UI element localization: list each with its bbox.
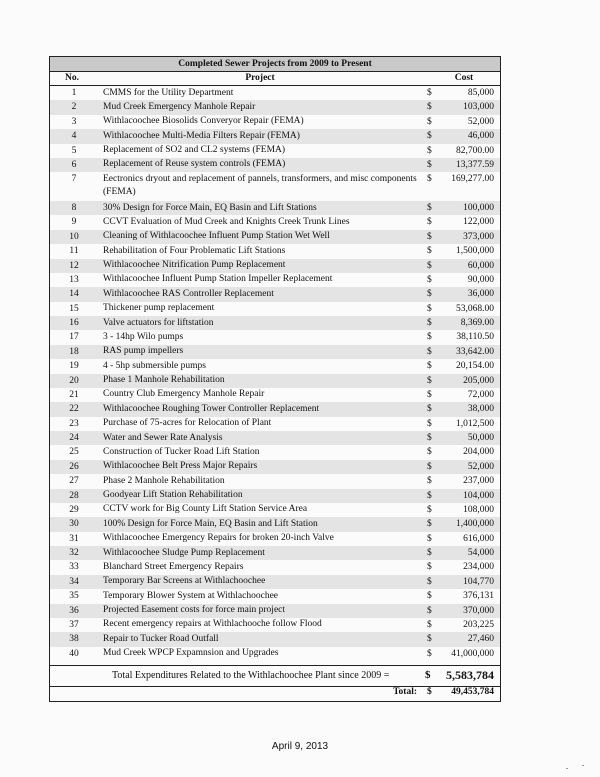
row-dollar: $: [427, 159, 432, 170]
table-row: [50, 560, 500, 574]
row-no: 9: [71, 217, 77, 228]
row-dollar: $: [427, 145, 432, 156]
row-dollar: $: [427, 634, 432, 645]
table-row: [50, 632, 500, 646]
row-no: 7: [71, 174, 77, 185]
table-row: [50, 618, 500, 632]
row-cost: 46,000: [467, 131, 494, 142]
row-project: Temporary Bar Screens at Withlachoochee: [103, 576, 266, 587]
row-no: 28: [69, 490, 79, 501]
row-no: 37: [69, 619, 79, 630]
row-project: 30% Design for Force Main, EQ Basin and Lift Stations: [103, 202, 317, 213]
scan-speck: [566, 768, 568, 769]
row-no: 36: [69, 605, 79, 616]
table-row: [50, 144, 500, 158]
row-project: Recent emergency repairs at Withlachooche follow Flood: [103, 619, 322, 630]
row-cost: 54,000: [467, 548, 494, 558]
row-cost: 53,068.00: [456, 303, 494, 314]
row-project: Withlacoochee Influent Pump Station Impeller Replacement: [103, 274, 333, 285]
row-no: 20: [69, 375, 79, 386]
row-cost: 8,369.00: [460, 318, 494, 328]
total-value: 49,453,784: [451, 687, 494, 697]
row-dollar: $: [427, 461, 432, 472]
row-no: 19: [69, 361, 79, 372]
row-dollar: $: [427, 116, 432, 127]
summary-dollar: $: [425, 669, 431, 681]
row-no: 34: [69, 576, 79, 587]
row-dollar: $: [427, 203, 432, 213]
row-cost: 20,154.00: [456, 361, 494, 372]
row-project: 3 - 14hp Wilo pumps: [103, 331, 184, 342]
table-row: [50, 345, 500, 359]
table-row: [50, 532, 500, 546]
row-cost: 103,000: [463, 102, 494, 113]
row-cost: 52,000: [467, 116, 494, 127]
table-row: [50, 359, 500, 373]
row-project: Phase 2 Manhole Rehabilitation: [103, 475, 225, 486]
row-no: 31: [69, 533, 79, 544]
row-project: RAS pump impellers: [103, 346, 184, 357]
row-no: 29: [69, 504, 79, 515]
table-row: [50, 100, 500, 114]
row-cost: 237,000: [463, 476, 494, 487]
row-project: Projected Easement costs for force main project: [103, 605, 286, 615]
projects-table: [49, 56, 501, 702]
row-no: 14: [69, 289, 79, 300]
row-dollar: $: [427, 332, 432, 343]
row-project: Withlacoochee Belt Press Major Repairs: [103, 461, 258, 472]
table-row: [50, 287, 500, 301]
table-row: [50, 489, 500, 503]
row-no: 40: [69, 648, 79, 659]
total-dollar: $: [427, 687, 432, 697]
row-dollar: $: [427, 174, 432, 185]
table-row: [50, 86, 500, 100]
row-cost: 169,277.00: [451, 174, 494, 185]
table-row: [50, 474, 500, 488]
row-no: 24: [69, 433, 79, 443]
row-dollar: $: [427, 533, 432, 544]
row-project: Eectronics dryout and replacement of pannels, transformers, and misc components (FEMA): [103, 173, 417, 198]
row-no: 33: [69, 562, 79, 573]
row-cost: 33,642.00: [456, 346, 494, 357]
table-row: [50, 431, 500, 445]
row-cost: 108,000: [463, 504, 494, 515]
row-no: 1: [71, 88, 77, 98]
row-no: 8: [71, 203, 77, 213]
row-cost: 50,000: [467, 433, 494, 443]
header-project: Project: [245, 73, 275, 83]
table-row: [50, 402, 500, 416]
row-dollar: $: [427, 476, 432, 487]
row-cost: 82,700.00: [456, 145, 494, 156]
row-dollar: $: [427, 318, 432, 328]
row-no: 17: [69, 332, 79, 343]
row-no: 38: [69, 634, 79, 645]
row-cost: 203,225: [463, 619, 494, 630]
row-dollar: $: [427, 433, 432, 443]
summary-value: 5,583,784: [446, 668, 494, 682]
row-dollar: $: [427, 504, 432, 515]
row-no: 4: [71, 131, 77, 142]
row-project: Blanchard Street Emergency Repairs: [103, 561, 244, 572]
row-cost: 205,000: [463, 375, 494, 386]
table-row: [50, 374, 500, 388]
row-cost: 72,000: [467, 389, 494, 400]
row-no: 23: [69, 418, 79, 429]
row-project: 100% Design for Force Main, EQ Basin and Lift Station: [103, 518, 318, 529]
row-dollar: $: [427, 576, 432, 587]
row-cost: 122,000: [463, 217, 494, 228]
table-row: [50, 273, 500, 287]
row-dollar: $: [427, 619, 432, 630]
row-project: Withlacoochee Nitrification Pump Replacement: [103, 260, 286, 270]
row-no: 21: [69, 389, 79, 400]
row-project: Construction of Tucker Road Lift Station: [103, 446, 260, 457]
row-cost: 38,000: [467, 404, 494, 415]
row-dollar: $: [427, 361, 432, 372]
row-project: CCTV work for Big County Lift Station Service Area: [103, 504, 308, 515]
table-row: [50, 129, 500, 143]
row-cost: 104,770: [463, 576, 494, 587]
table-row: [50, 316, 500, 330]
row-dollar: $: [427, 404, 432, 415]
table-row: [50, 115, 500, 129]
row-dollar: $: [427, 246, 432, 257]
row-project: Cleaning of Withlacoochee Influent Pump Station Wet Well: [103, 231, 330, 242]
row-dollar: $: [427, 418, 432, 429]
table-row: [50, 201, 500, 215]
row-dollar: $: [427, 260, 432, 271]
row-cost: 52,000: [467, 461, 494, 472]
row-project: Replacement of SO2 and CL2 systems (FEMA): [103, 145, 286, 155]
footer-date: April 9, 2013: [271, 741, 329, 752]
row-no: 3: [71, 116, 77, 127]
row-project: Thickener pump replacement: [103, 303, 215, 314]
table-row: [50, 604, 500, 618]
row-cost: 36,000: [467, 289, 494, 300]
row-no: 2: [71, 102, 77, 113]
row-cost: 104,000: [463, 490, 494, 501]
row-project: Repair to Tucker Road Outfall: [103, 633, 219, 644]
table-body: [50, 86, 500, 661]
table-row: [50, 546, 500, 560]
row-project: Mud Creek Emergency Manhole Repair: [103, 101, 256, 112]
row-no: 12: [69, 260, 79, 271]
row-dollar: $: [427, 88, 432, 98]
table-row: [50, 230, 500, 244]
row-dollar: $: [427, 648, 432, 659]
row-no: 30: [69, 519, 79, 530]
row-project: Replacement of Reuse system controls (FEMA): [103, 159, 286, 170]
row-cost: 234,000: [463, 562, 494, 573]
row-dollar: $: [427, 447, 432, 458]
table-row: [50, 158, 500, 172]
row-no: 11: [69, 246, 79, 257]
row-dollar: $: [427, 375, 432, 386]
row-cost: 376,131: [463, 591, 494, 602]
table-row: [50, 647, 500, 661]
table-row: [50, 388, 500, 402]
row-dollar: $: [427, 490, 432, 501]
row-project: Goodyear Lift Station Rehabilitation: [103, 490, 243, 500]
row-cost: 204,000: [463, 447, 494, 458]
row-dollar: $: [427, 591, 432, 602]
table-row: [50, 589, 500, 603]
row-cost: 41,000,000: [451, 648, 494, 659]
row-cost: 370,000: [463, 605, 494, 616]
row-no: 25: [69, 447, 79, 458]
row-project: Valve actuators for liftstation: [103, 317, 214, 328]
row-dollar: $: [427, 102, 432, 113]
row-dollar: $: [427, 346, 432, 357]
row-project: Withlacoochee RAS Controller Replacement: [103, 288, 274, 299]
row-no: 22: [69, 404, 79, 415]
row-project: Withlacoochee Emergency Repairs for broken 20-inch Valve: [103, 533, 334, 544]
table-row: [50, 244, 500, 258]
table-row: [50, 503, 500, 517]
row-project: Water and Sewer Rate Analysis: [103, 432, 223, 443]
row-cost: 1,500,000: [456, 246, 494, 257]
table-row: [50, 215, 500, 229]
table-title: Completed Sewer Projects from 2009 to Present: [50, 57, 500, 72]
table-row: [50, 302, 500, 316]
table-row: [50, 172, 500, 201]
row-no: 16: [69, 318, 79, 328]
row-no: 32: [69, 548, 79, 558]
total-row: [50, 685, 500, 699]
row-cost: 90,000: [467, 274, 494, 285]
row-dollar: $: [427, 519, 432, 530]
table-row: [50, 460, 500, 474]
table-row: [50, 517, 500, 531]
row-dollar: $: [427, 274, 432, 285]
table-row: [50, 445, 500, 459]
total-label: Total:: [393, 687, 417, 697]
row-no: 18: [69, 346, 79, 357]
row-project: Phase 1 Manhole Rehabilitation: [103, 375, 225, 385]
row-project: Country Club Emergency Manhole Repair: [103, 389, 265, 400]
row-cost: 13,377.59: [456, 159, 494, 170]
row-no: 15: [69, 303, 79, 314]
row-dollar: $: [427, 303, 432, 314]
row-dollar: $: [427, 389, 432, 400]
row-project: Mud Creek WPCP Expamnsion and Upgrades: [103, 648, 279, 659]
table-row: [50, 417, 500, 431]
row-project: Temporary Blower System at Withlachoochee: [103, 590, 279, 601]
row-cost: 60,000: [467, 260, 494, 271]
table-row: [50, 575, 500, 589]
row-project: CCVT Evaluation of Mud Creek and Knights Creek Trunk Lines: [103, 216, 350, 227]
row-project: Purchase of 75-acres for Relocation of Plant: [103, 418, 272, 429]
table-row: [50, 330, 500, 344]
row-cost: 616,000: [463, 533, 494, 544]
row-cost: 38,110.50: [456, 332, 494, 343]
table-header-row: [50, 72, 500, 86]
row-project: Withlacoochee Biosolids Converyor Repair (FEMA): [103, 116, 304, 127]
scan-speck: [582, 765, 584, 766]
header-cost: Cost: [454, 73, 474, 83]
row-project: Withlacoochee Multi-Media Filters Repair (FEMA): [103, 130, 300, 141]
row-cost: 1,012,500: [456, 418, 494, 429]
row-cost: 100,000: [463, 203, 494, 213]
row-no: 6: [71, 159, 77, 170]
row-dollar: $: [427, 131, 432, 142]
row-cost: 1,400,000: [456, 519, 494, 530]
row-cost: 27,460: [467, 634, 494, 645]
row-dollar: $: [427, 231, 432, 242]
row-dollar: $: [427, 217, 432, 228]
row-project: Withlacoochee Sludge Pump Replacement: [103, 547, 265, 558]
row-cost: 85,000: [467, 88, 494, 98]
summary-box: [49, 665, 501, 687]
row-dollar: $: [427, 562, 432, 573]
row-dollar: $: [427, 548, 432, 558]
row-no: 10: [69, 231, 79, 242]
row-dollar: $: [427, 605, 432, 616]
row-project: CMMS for the Utility Department: [103, 87, 234, 98]
row-no: 35: [69, 591, 79, 602]
header-no: No.: [65, 73, 79, 83]
row-no: 26: [69, 461, 79, 472]
row-no: 27: [69, 476, 79, 487]
row-project: 4 - 5hp submersible pumps: [103, 360, 206, 371]
row-no: 13: [69, 274, 79, 285]
summary-label: Total Expenditures Related to the Withlachoochee Plant since 2009 =: [112, 670, 390, 681]
row-dollar: $: [427, 289, 432, 300]
row-project: Withlacoochee Roughing Tower Controller Replacement: [103, 403, 320, 414]
table-row: [50, 259, 500, 273]
row-cost: 373,000: [463, 231, 494, 242]
row-project: Rehabilitation of Four Problematic Lift Stations: [103, 245, 286, 256]
row-no: 5: [71, 145, 77, 156]
